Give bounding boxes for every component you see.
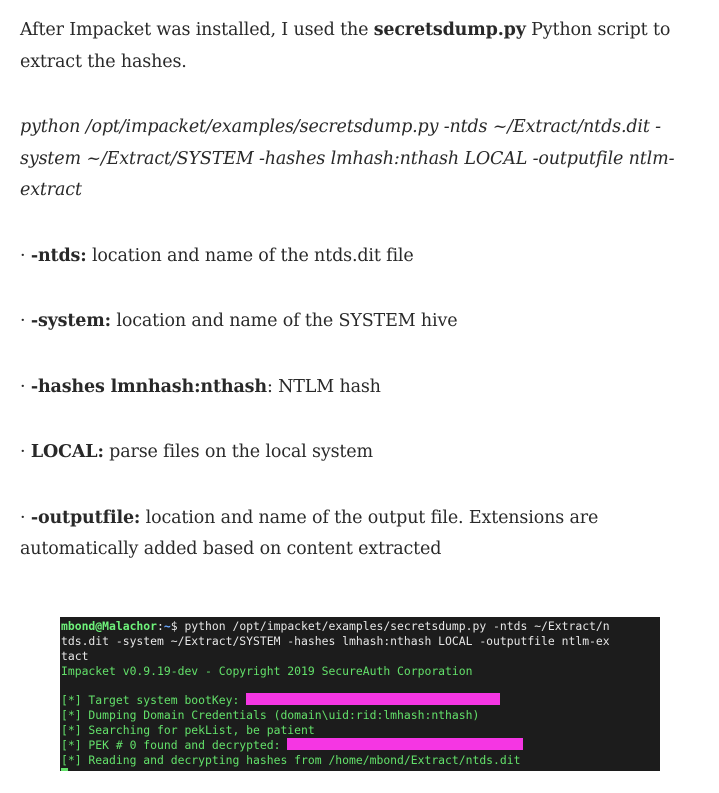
terminal-prompt-separator: :	[157, 619, 164, 633]
terminal-command-wrap: tds.dit -system ~/Extract/SYSTEM -hashes lmhash:nthash LOCAL -outputfile ntlm-ex	[61, 633, 610, 648]
bullet-hashes	[20, 372, 680, 404]
bullet-marker: ·	[20, 245, 31, 266]
terminal-command-text: python /opt/impacket/examples/secretsdump.py -ntds ~/Extract/n	[184, 619, 610, 633]
redaction-bar	[287, 738, 523, 750]
bullet-ntds	[20, 241, 680, 273]
intro-text-post: Python script to extract the hashes.	[20, 20, 671, 72]
bullet-desc: location and name of the SYSTEM hive	[110, 311, 458, 331]
bullet-outputfile	[20, 503, 680, 566]
terminal-output-line	[60, 693, 660, 708]
terminal-blank-line	[60, 679, 660, 694]
terminal-screenshot	[60, 617, 660, 771]
article-body	[20, 15, 680, 566]
terminal-prompt-symbol: $	[170, 619, 185, 633]
terminal-output-line: [*] Searching for pekList, be patient	[61, 723, 315, 738]
bullet-term: -hashes lmnhash:nthash	[30, 376, 267, 397]
terminal-cursor	[61, 768, 68, 771]
terminal-cursor-line	[60, 768, 660, 771]
bullet-desc: location and name of the output file. Extensions are automatically added based on content extracted	[20, 507, 599, 559]
terminal-prompt-user: mbond@Malachor	[61, 619, 158, 633]
redaction-bar	[246, 693, 500, 705]
terminal-output-line: [*] Reading and decrypting hashes from /home/mbond/Extract/ntds.dit	[61, 753, 521, 768]
terminal-output-text: [*] PEK # 0 found and decrypted:	[61, 738, 288, 753]
intro-paragraph	[20, 15, 680, 78]
command-example: python /opt/impacket/examples/secretsdump.py -ntds ~/Extract/ntds.dit -system ~/Extract/SYSTEM -hashes lmhash:nthash LOCAL -outputfile ntlm-extract	[20, 117, 675, 200]
terminal-output-text: [*] Target system bootKey:	[61, 693, 247, 708]
terminal-banner: Impacket v0.9.19-dev - Copyright 2019 SecureAuth Corporation	[61, 663, 473, 678]
bullet-desc: location and name of the ntds.dit file	[86, 245, 414, 266]
bullet-term: -ntds:	[30, 245, 87, 266]
bullet-term: -outputfile:	[30, 507, 141, 528]
bullet-marker: ·	[20, 376, 31, 397]
terminal-prompt-path: ~	[163, 619, 171, 633]
intro-script-name: secretsdump.py	[373, 20, 526, 40]
bullet-system	[20, 306, 680, 338]
bullet-term: -system:	[30, 311, 111, 331]
terminal-output-line	[60, 738, 660, 753]
terminal-command-wrap: tact	[61, 648, 89, 663]
bullet-marker: ·	[20, 507, 31, 528]
intro-text-pre: After Impacket was installed, I used the	[20, 20, 374, 40]
bullet-marker: ·	[20, 442, 31, 462]
bullet-marker: ·	[20, 311, 31, 331]
bullet-desc: parse files on the local system	[103, 442, 373, 462]
bullet-term: LOCAL:	[30, 442, 104, 462]
bullet-desc: : NTLM hash	[266, 376, 381, 397]
bullet-local	[20, 437, 680, 469]
terminal-output-line: [*] Dumping Domain Credentials (domain\uid:rid:lmhash:nthash)	[61, 708, 480, 723]
terminal-command-line	[60, 619, 660, 634]
